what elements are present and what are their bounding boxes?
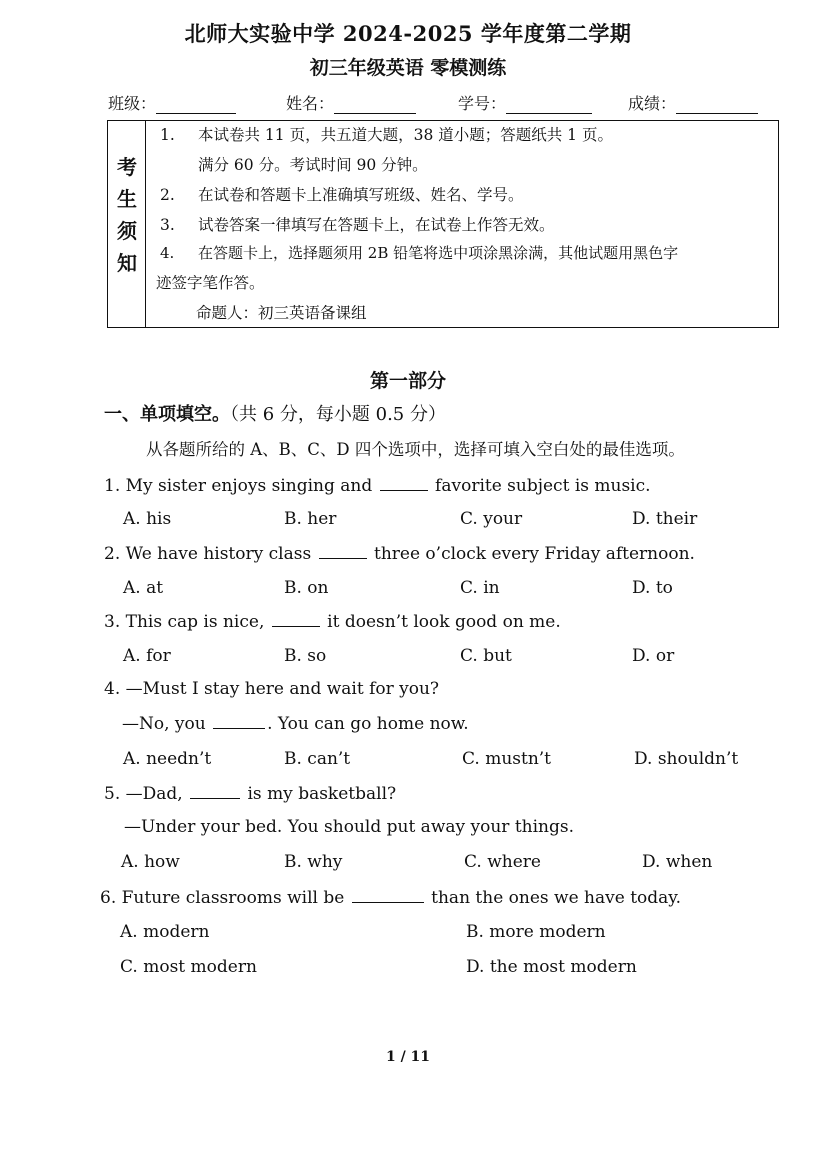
question-3: 3. This cap is nice, it doesn’t look good on me.: [104, 612, 561, 632]
option-a: A. modern: [120, 922, 210, 942]
option-a: A. at: [123, 578, 164, 598]
option-d: D. when: [642, 852, 713, 872]
name-blank: [334, 97, 416, 114]
part-instruction: 从各题所给的 A、B、C、D 四个选项中，选择可填入空白处的最佳选项。: [146, 440, 685, 459]
question-5: 5. —Dad, is my basketball?: [104, 784, 397, 804]
name-field: [286, 91, 416, 114]
name-label: 姓名：: [286, 94, 335, 113]
question-4-reply: —No, you . You can go home now.: [122, 714, 469, 734]
part-heading: [104, 400, 446, 426]
page-number: 1 / 11: [385, 1049, 431, 1065]
class-field: [108, 91, 236, 114]
option-b: B. on: [284, 578, 329, 598]
section-title: 第一部分: [369, 370, 446, 392]
option-a: A. his: [123, 509, 172, 529]
notice-item-4-cont: 迹签字笔作答。: [156, 274, 265, 292]
option-d: D. shouldn’t: [634, 749, 739, 769]
option-c: C. mustn’t: [462, 749, 552, 769]
option-c: C. most modern: [120, 957, 257, 977]
question-4: 4. —Must I stay here and wait for you?: [104, 679, 440, 699]
exam-subtitle: 初三年级英语 零模测练: [309, 57, 507, 79]
option-c: C. but: [460, 646, 512, 666]
option-b: B. why: [284, 852, 343, 872]
notice-item-1-cont: 满分 60 分。考试时间 90 分钟。: [198, 156, 428, 174]
score-blank: [676, 97, 758, 114]
answer-blank: [380, 475, 428, 491]
option-c: C. your: [460, 509, 523, 529]
option-a: A. for: [123, 646, 171, 666]
id-field: [458, 91, 592, 114]
id-blank: [506, 97, 592, 114]
exam-title: 北师大实验中学 2024-2025 学年度第二学期: [184, 21, 632, 46]
class-label: 班级：: [108, 94, 157, 113]
option-b: B. more modern: [466, 922, 606, 942]
question-5-reply: —Under your bed. You should put away your things.: [124, 817, 575, 837]
notice-item-3: 3. 试卷答案一律填写在答题卡上，在试卷上作答无效。: [160, 216, 555, 234]
option-d: D. the most modern: [466, 957, 637, 977]
student-info-row: [108, 91, 778, 115]
answer-blank: [272, 611, 320, 627]
question-1: 1. My sister enjoys singing and favorite subject is music.: [104, 476, 651, 496]
side-char: 生: [117, 187, 137, 211]
answer-blank: [213, 713, 265, 729]
notice-side-label: [108, 121, 146, 327]
option-d: D. their: [632, 509, 698, 529]
notice-item-2: 2. 在试卷和答题卡上准确填写班级、姓名、学号。: [160, 186, 524, 204]
answer-blank: [190, 783, 240, 799]
option-c: C. where: [464, 852, 541, 872]
id-label: 学号：: [458, 94, 507, 113]
option-d: D. or: [632, 646, 675, 666]
side-char: 考: [117, 155, 137, 179]
part-score: （共 6 分，每小题 0.5 分）: [230, 404, 446, 425]
option-d: D. to: [632, 578, 673, 598]
side-char: 须: [117, 219, 137, 243]
question-6: 6. Future classrooms will be than the ones we have today.: [100, 888, 682, 908]
option-b: B. can’t: [284, 749, 351, 769]
notice-item-1: 1. 本试卷共 11 页，共五道大题，38 道小题；答题纸共 1 页。: [160, 126, 613, 144]
option-a: A. how: [121, 852, 180, 872]
answer-blank: [352, 887, 424, 903]
side-char: 知: [117, 251, 137, 275]
option-a: A. needn’t: [123, 749, 212, 769]
part-name: 一、单项填空。: [104, 404, 230, 425]
notice-item-4: 4. 在答题卡上，选择题须用 2B 铅笔将选中项涂黑涂满，其他试题用黑色字: [160, 244, 679, 262]
option-b: B. so: [284, 646, 327, 666]
score-field: [628, 91, 758, 114]
answer-blank: [319, 543, 367, 559]
class-blank: [156, 97, 236, 114]
exam-notice-box: [107, 120, 779, 328]
question-2: 2. We have history class three o’clock every Friday afternoon.: [104, 544, 695, 564]
option-c: C. in: [460, 578, 500, 598]
notice-author: 命题人：初三英语备课组: [196, 304, 367, 322]
option-b: B. her: [284, 509, 337, 529]
score-label: 成绩：: [628, 94, 677, 113]
